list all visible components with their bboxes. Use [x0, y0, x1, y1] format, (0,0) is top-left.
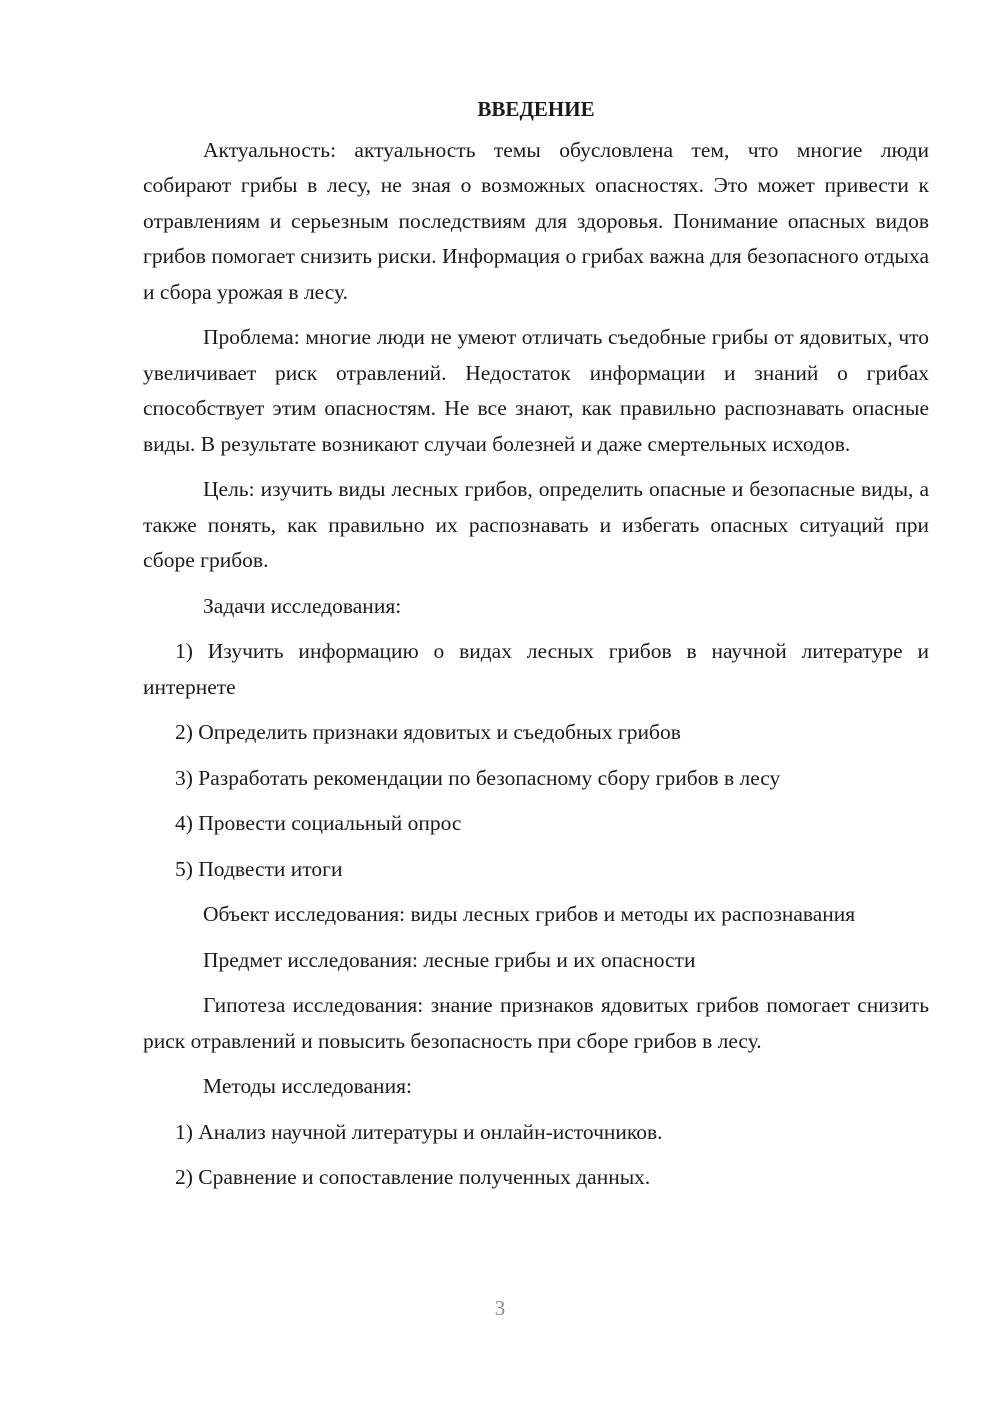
task-item: 2) Определить признаки ядовитых и съедобных грибов [175, 720, 681, 744]
document-page [143, 92, 929, 1206]
task-item: 5) Подвести итоги [175, 856, 343, 881]
task-item: 4) Провести социальный опрос [175, 811, 462, 835]
object-paragraph: Объект исследования: виды лесных грибов и методы их распознавания [203, 902, 856, 926]
relevance-paragraph: Актуальность: актуальность темы обусловлена тем, что многие люди собирают грибы в лесу, не зная о возможных опасностях. Это может привести к отравлениям и серьезным последствиям для здоровья. Понимание опасных видов грибов помогает снизить риски. Информация о грибах важна для безопасного отдыха и сбора урожая в лесу. [143, 137, 929, 304]
method-item: 2) Сравнение и сопоставление полученных данных. [175, 1165, 651, 1189]
section-title: ВВЕДЕНИЕ [477, 97, 595, 121]
subject-paragraph: Предмет исследования: лесные грибы и их опасности [203, 947, 696, 972]
task-item: 3) Разработать рекомендации по безопасному сбору грибов в лесу [175, 765, 781, 790]
task-item: 1) Изучить информацию о видах лесных грибов в научной литературе и интернете [143, 639, 929, 699]
goal-paragraph: Цель: изучить виды лесных грибов, определить опасные и безопасные виды, а также понять, как правильно их распознавать и избегать опасных ситуаций при сборе грибов. [143, 477, 929, 572]
page-number: 3 [494, 1296, 506, 1320]
hypothesis-paragraph: Гипотеза исследования: знание признаков ядовитых грибов помогает снизить риск отравлений и повысить безопасность при сборе грибов в лесу. [143, 993, 929, 1053]
tasks-heading: Задачи исследования: [203, 593, 402, 618]
method-item: 1) Анализ научной литературы и онлайн-источников. [175, 1119, 663, 1144]
problem-paragraph: Проблема: многие люди не умеют отличать съедобные грибы от ядовитых, что увеличивает риск отравлений. Недостаток информации и знаний о грибах способствует этим опасностям. Не все знают, как правильно распознавать опасные виды. В результате возникают случаи болезней и даже смертельных исходов. [143, 325, 929, 456]
methods-heading: Методы исследования: [203, 1074, 412, 1098]
